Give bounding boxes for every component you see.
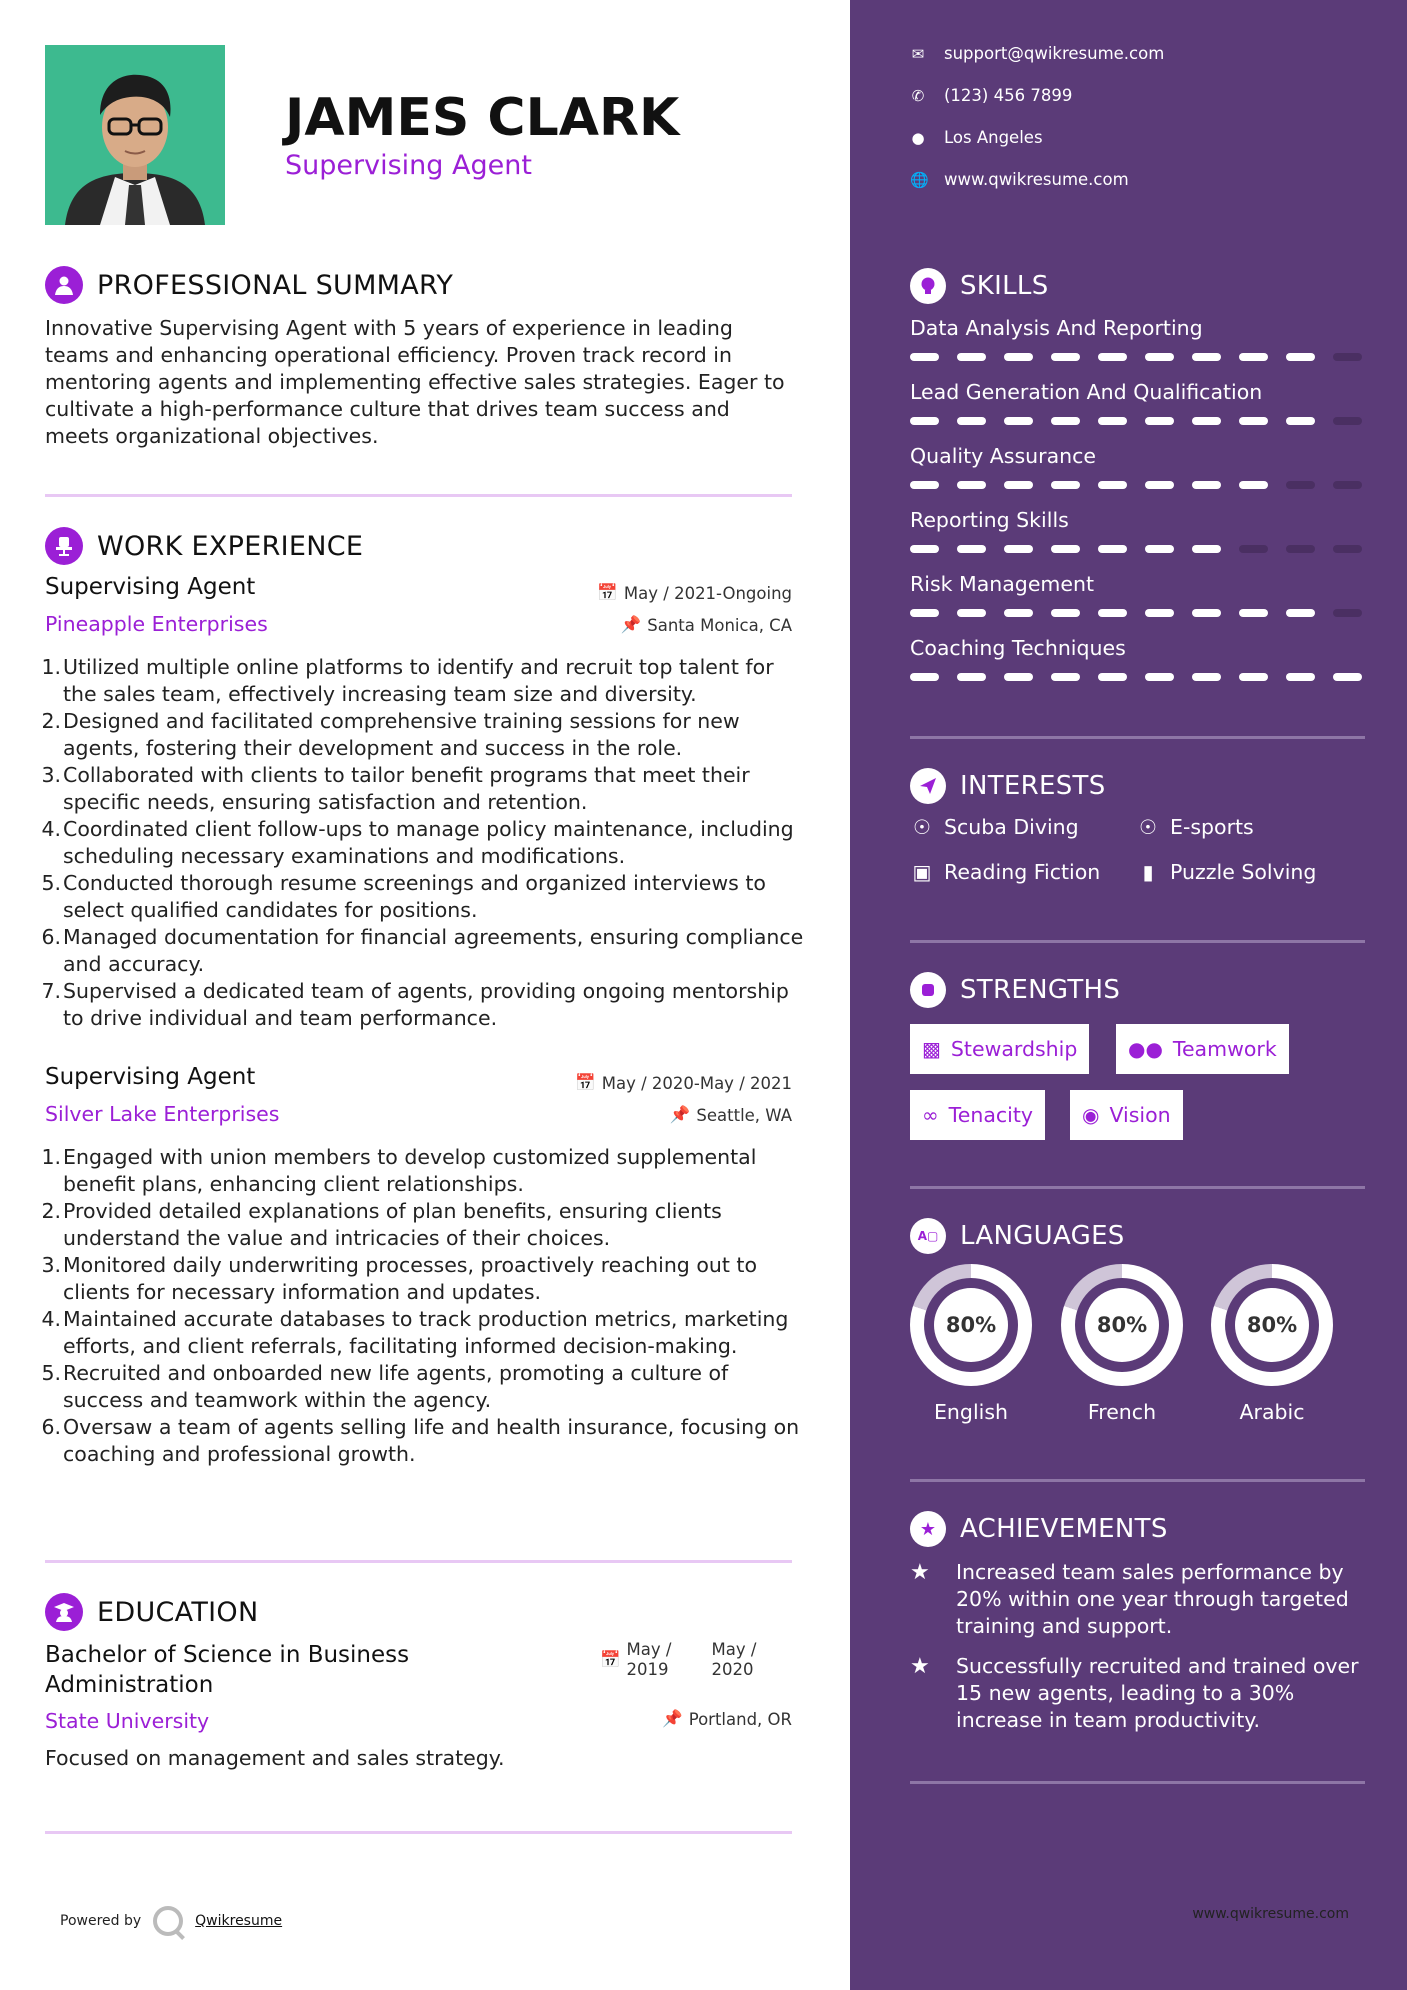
globe-icon: 🌐	[910, 170, 929, 189]
interest-item	[910, 815, 1079, 839]
skill-dash	[957, 673, 986, 681]
language-progress-ring	[1211, 1264, 1333, 1386]
contact-phone	[910, 86, 1072, 105]
star-badge-icon: ★	[910, 1511, 946, 1547]
skill-dash	[1286, 545, 1315, 553]
phone-icon: ✆	[911, 86, 925, 105]
language-progress-ring	[910, 1264, 1032, 1386]
skill-dash	[1333, 353, 1362, 361]
pin-icon: 📌	[662, 1709, 683, 1728]
skill-dash	[1051, 545, 1080, 553]
skill-dash	[1192, 353, 1221, 361]
skill-dash	[910, 353, 939, 361]
footer-website[interactable]: www.qwikresume.com	[1192, 1906, 1349, 1922]
interest-label: Reading Fiction	[944, 860, 1101, 884]
interest-label: Puzzle Solving	[1170, 860, 1317, 884]
qwikresume-logo-icon	[153, 1906, 183, 1936]
skill-dash	[1051, 417, 1080, 425]
skill-dash	[1098, 353, 1127, 361]
shooting-star-icon: ★	[910, 1654, 930, 1679]
skills-title: SKILLS	[960, 271, 1049, 301]
lightbulb-icon	[910, 268, 946, 304]
education-title: EDUCATION	[97, 1596, 259, 1628]
job-date-text: May / 2020-May / 2021	[601, 1073, 792, 1093]
language-percent: 80%	[934, 1288, 1008, 1362]
skill-dash	[957, 609, 986, 617]
location-text: Los Angeles	[944, 128, 1043, 147]
user-icon	[45, 266, 83, 304]
skill-dash	[1004, 417, 1033, 425]
list-item: 3. Monitored daily underwriting processes, proactively reaching out to clients for necessary information and updates.	[41, 1253, 758, 1304]
contact-location	[910, 128, 1043, 147]
contact-website	[910, 170, 1129, 189]
list-item: 1. Utilized multiple online platforms to identify and recruit top talent for the sales team, effectively increasing team size and diversity.	[41, 655, 774, 706]
skill-level-bar	[910, 673, 1362, 681]
profile-photo	[45, 45, 225, 225]
section-divider	[910, 1186, 1365, 1189]
skill-dash	[1098, 545, 1127, 553]
skill-dash	[1098, 481, 1127, 489]
graduate-icon	[45, 1593, 83, 1631]
skill-dash	[1286, 609, 1315, 617]
calendar-icon: 📅	[597, 583, 618, 602]
binoculars-icon: ◉	[1082, 1103, 1100, 1127]
list-item: 4. Coordinated client follow-ups to manage policy maintenance, including scheduling necessary examinations and modifications.	[41, 817, 794, 868]
avatar	[45, 45, 225, 225]
achievements-title: ACHIEVEMENTS	[960, 1514, 1168, 1544]
interest-item	[910, 860, 1100, 884]
skill-dash	[1004, 673, 1033, 681]
summary-header	[45, 266, 453, 304]
skill-name: Lead Generation And Qualification	[910, 380, 1263, 404]
skill-dash	[1051, 673, 1080, 681]
achievements-header	[910, 1511, 1168, 1547]
gamepad-icon: ▣	[912, 860, 932, 884]
job-title: Supervising Agent	[45, 1064, 256, 1090]
skill-level-bar	[910, 353, 1362, 361]
section-divider	[910, 940, 1365, 943]
calendar-icon: 📅	[600, 1650, 621, 1669]
job-location	[621, 615, 792, 635]
strengths-header	[910, 972, 1120, 1008]
strength-label: Teamwork	[1172, 1037, 1277, 1061]
language-percent: 80%	[1085, 1288, 1159, 1362]
interests-title: INTERESTS	[960, 771, 1106, 801]
skill-name: Data Analysis And Reporting	[910, 316, 1203, 340]
list-item: 5. Conducted thorough resume screenings and organized interviews to select qualified candidates for positions.	[41, 871, 766, 922]
skill-dash	[1145, 545, 1174, 553]
briefcase-chair-icon	[45, 527, 83, 565]
language-progress-ring	[1061, 1264, 1183, 1386]
skill-name: Coaching Techniques	[910, 636, 1126, 660]
achievement-item	[910, 1653, 1370, 1734]
degree-line: Administration	[45, 1672, 214, 1698]
experience-title: WORK EXPERIENCE	[97, 530, 364, 562]
achievement-text: Increased team sales performance by 20% within one year through targeted training and support.	[956, 1560, 1349, 1638]
skill-dash	[1192, 609, 1221, 617]
sidebar	[850, 0, 1407, 1990]
book-icon: ▮	[1142, 860, 1154, 884]
job-date-text: May / 2021-Ongoing	[623, 583, 792, 603]
strength-label: Stewardship	[950, 1037, 1078, 1061]
list-item: 2. Designed and facilitated comprehensive training sessions for new agents, fostering their development and success in the role.	[41, 709, 740, 760]
language-item	[910, 1264, 1032, 1424]
job-responsibilities	[41, 654, 810, 1032]
job-company: Pineapple Enterprises	[45, 612, 268, 636]
email-text[interactable]: support@qwikresume.com	[944, 44, 1165, 63]
skill-dash	[1004, 353, 1033, 361]
qwikresume-link[interactable]: Qwikresume	[195, 1913, 283, 1929]
strength-label: Vision	[1109, 1103, 1171, 1127]
skill-name: Quality Assurance	[910, 444, 1097, 468]
job-date	[597, 583, 792, 603]
skill-dash	[957, 417, 986, 425]
education-start: May / 2019	[626, 1640, 672, 1679]
skill-dash	[1239, 481, 1268, 489]
list-item: 6. Oversaw a team of agents selling life and health insurance, focusing on coaching and professional growth.	[41, 1415, 800, 1466]
language-percent: 80%	[1235, 1288, 1309, 1362]
skill-level-bar	[910, 417, 1362, 425]
skill-dash	[1239, 417, 1268, 425]
shooting-star-icon: ★	[910, 1560, 930, 1585]
skill-dash	[1145, 417, 1174, 425]
skill-dash	[1286, 353, 1315, 361]
paper-plane-icon	[910, 768, 946, 804]
achievement-text: Successfully recruited and trained over 15 new agents, leading to a 30% increase in team productivity.	[956, 1654, 1359, 1732]
skill-dash	[1333, 417, 1362, 425]
skill-dash	[1286, 673, 1315, 681]
website-text[interactable]: www.qwikresume.com	[944, 170, 1129, 189]
skill-dash	[1239, 353, 1268, 361]
interest-item	[1136, 815, 1254, 839]
list-item: 1. Engaged with union members to develop customized supplemental benefit plans, enhancing client relationships.	[41, 1145, 757, 1196]
skill-dash	[1004, 545, 1033, 553]
education-note: Focused on management and sales strategy.	[45, 1746, 505, 1770]
interest-item	[1136, 860, 1316, 884]
language-name: Arabic	[1239, 1400, 1305, 1424]
briefcase-icon: ▩	[922, 1037, 941, 1061]
strength-badge	[1070, 1090, 1183, 1140]
link-icon: ∞	[922, 1103, 939, 1127]
pin-icon: 📌	[620, 615, 642, 634]
skill-dash	[910, 417, 939, 425]
skill-dash	[1145, 673, 1174, 681]
skill-dash	[1098, 673, 1127, 681]
skill-dash	[1192, 481, 1221, 489]
skill-dash	[910, 609, 939, 617]
skill-level-bar	[910, 545, 1362, 553]
skill-dash	[957, 481, 986, 489]
skill-dash	[1333, 481, 1362, 489]
list-item: 6. Managed documentation for financial agreements, ensuring compliance and accuracy.	[41, 925, 804, 976]
skill-dash	[1051, 353, 1080, 361]
language-item	[1061, 1264, 1183, 1424]
interest-label: E-sports	[1170, 815, 1254, 839]
interest-label: Scuba Diving	[944, 815, 1079, 839]
skill-dash	[1098, 417, 1127, 425]
skill-dash	[1286, 481, 1315, 489]
job-date	[575, 1073, 792, 1093]
section-divider	[45, 494, 792, 497]
skill-dash	[1333, 545, 1362, 553]
list-item: 3. Collaborated with clients to tailor benefit programs that meet their specific needs, ensuring satisfaction and retention.	[41, 763, 750, 814]
skill-dash	[1051, 609, 1080, 617]
list-item: 2. Provided detailed explanations of plan benefits, ensuring clients understand the value and intricacies of their choices.	[41, 1199, 722, 1250]
language-icon: A▢	[910, 1218, 946, 1254]
languages-title: LANGUAGES	[960, 1221, 1125, 1251]
skill-dash	[1286, 417, 1315, 425]
summary-title: PROFESSIONAL SUMMARY	[97, 269, 454, 301]
language-name: English	[933, 1400, 1009, 1424]
experience-header	[45, 527, 363, 565]
location-pin-icon: ●	[911, 128, 925, 147]
envelope-icon: ✉	[911, 44, 925, 63]
strength-label: Tenacity	[948, 1103, 1034, 1127]
life-ring-icon: ☉	[1139, 815, 1157, 839]
skill-name: Risk Management	[910, 572, 1095, 596]
job-location	[670, 1105, 792, 1125]
section-divider	[45, 1831, 792, 1834]
job-title: Supervising Agent	[45, 574, 256, 600]
skill-dash	[1333, 609, 1362, 617]
life-ring-icon: ☉	[913, 815, 931, 839]
section-divider	[910, 1781, 1365, 1784]
contact-email	[910, 44, 1164, 63]
list-item: 4. Maintained accurate databases to track production metrics, marketing efforts, and client referrals, facilitating informed decision-making.	[41, 1307, 789, 1358]
skill-dash	[957, 545, 986, 553]
skill-dash	[1192, 545, 1221, 553]
skill-dash	[957, 353, 986, 361]
phone-text: (123) 456 7899	[944, 86, 1073, 105]
skill-dash	[910, 545, 939, 553]
job-location-text: Santa Monica, CA	[647, 615, 792, 635]
skills-header	[910, 268, 1049, 304]
achievement-item	[910, 1559, 1370, 1640]
section-divider	[910, 736, 1365, 739]
skill-level-bar	[910, 481, 1362, 489]
strength-badge	[910, 1090, 1045, 1140]
education-header	[45, 1593, 258, 1631]
languages-header	[910, 1218, 1125, 1254]
candidate-name: JAMES CLARK	[285, 88, 680, 148]
users-icon: ●●	[1128, 1037, 1163, 1061]
education-end: May / 2020	[711, 1640, 757, 1679]
skill-dash	[1098, 609, 1127, 617]
degree	[45, 1640, 485, 1700]
list-item: 7. Supervised a dedicated team of agents, providing ongoing mentorship to drive individual and team performance.	[41, 979, 789, 1030]
section-divider	[45, 1560, 792, 1563]
skill-dash	[1239, 545, 1268, 553]
powered-label: Powered by	[60, 1913, 142, 1929]
degree-line: Bachelor of Science in Business	[45, 1642, 410, 1668]
skill-dash	[910, 481, 939, 489]
skill-dash	[1004, 609, 1033, 617]
skill-dash	[1145, 609, 1174, 617]
job-responsibilities	[41, 1144, 810, 1468]
skill-level-bar	[910, 609, 1362, 617]
skill-dash	[1333, 673, 1362, 681]
skill-dash	[1145, 353, 1174, 361]
strength-badge	[910, 1024, 1089, 1074]
powered-by	[60, 1906, 282, 1936]
education-location-text: Portland, OR	[688, 1709, 792, 1729]
language-name: French	[1087, 1400, 1157, 1424]
section-divider	[910, 1479, 1365, 1482]
education-location	[662, 1709, 792, 1729]
strength-badge	[1116, 1024, 1289, 1074]
interests-header	[910, 768, 1106, 804]
skill-dash	[1239, 609, 1268, 617]
job-company: Silver Lake Enterprises	[45, 1102, 280, 1126]
candidate-role: Supervising Agent	[285, 150, 532, 181]
school-name: State University	[45, 1709, 210, 1733]
skill-dash	[1051, 481, 1080, 489]
education-dates	[600, 1640, 756, 1680]
language-item	[1211, 1264, 1333, 1424]
fist-icon	[910, 972, 946, 1008]
skill-dash	[1145, 481, 1174, 489]
strengths-title: STRENGTHS	[960, 975, 1121, 1005]
summary-text: Innovative Supervising Agent with 5 years of experience in leading teams and enhancing operational efficiency. Proven track record in mentoring agents and implementing effective sales strategies. Eager to cultivate a high-performance culture that drives team success and meets organizational objectives.	[45, 316, 785, 448]
skill-dash	[1239, 673, 1268, 681]
skill-dash	[1192, 417, 1221, 425]
pin-icon: 📌	[669, 1105, 691, 1124]
job-location-text: Seattle, WA	[696, 1105, 792, 1125]
skill-dash	[1004, 481, 1033, 489]
calendar-icon: 📅	[575, 1073, 596, 1092]
list-item: 5. Recruited and onboarded new life agents, promoting a culture of success and teamwork within the agency.	[41, 1361, 729, 1412]
skill-dash	[910, 673, 939, 681]
skill-name: Reporting Skills	[910, 508, 1069, 532]
skill-dash	[1192, 673, 1221, 681]
